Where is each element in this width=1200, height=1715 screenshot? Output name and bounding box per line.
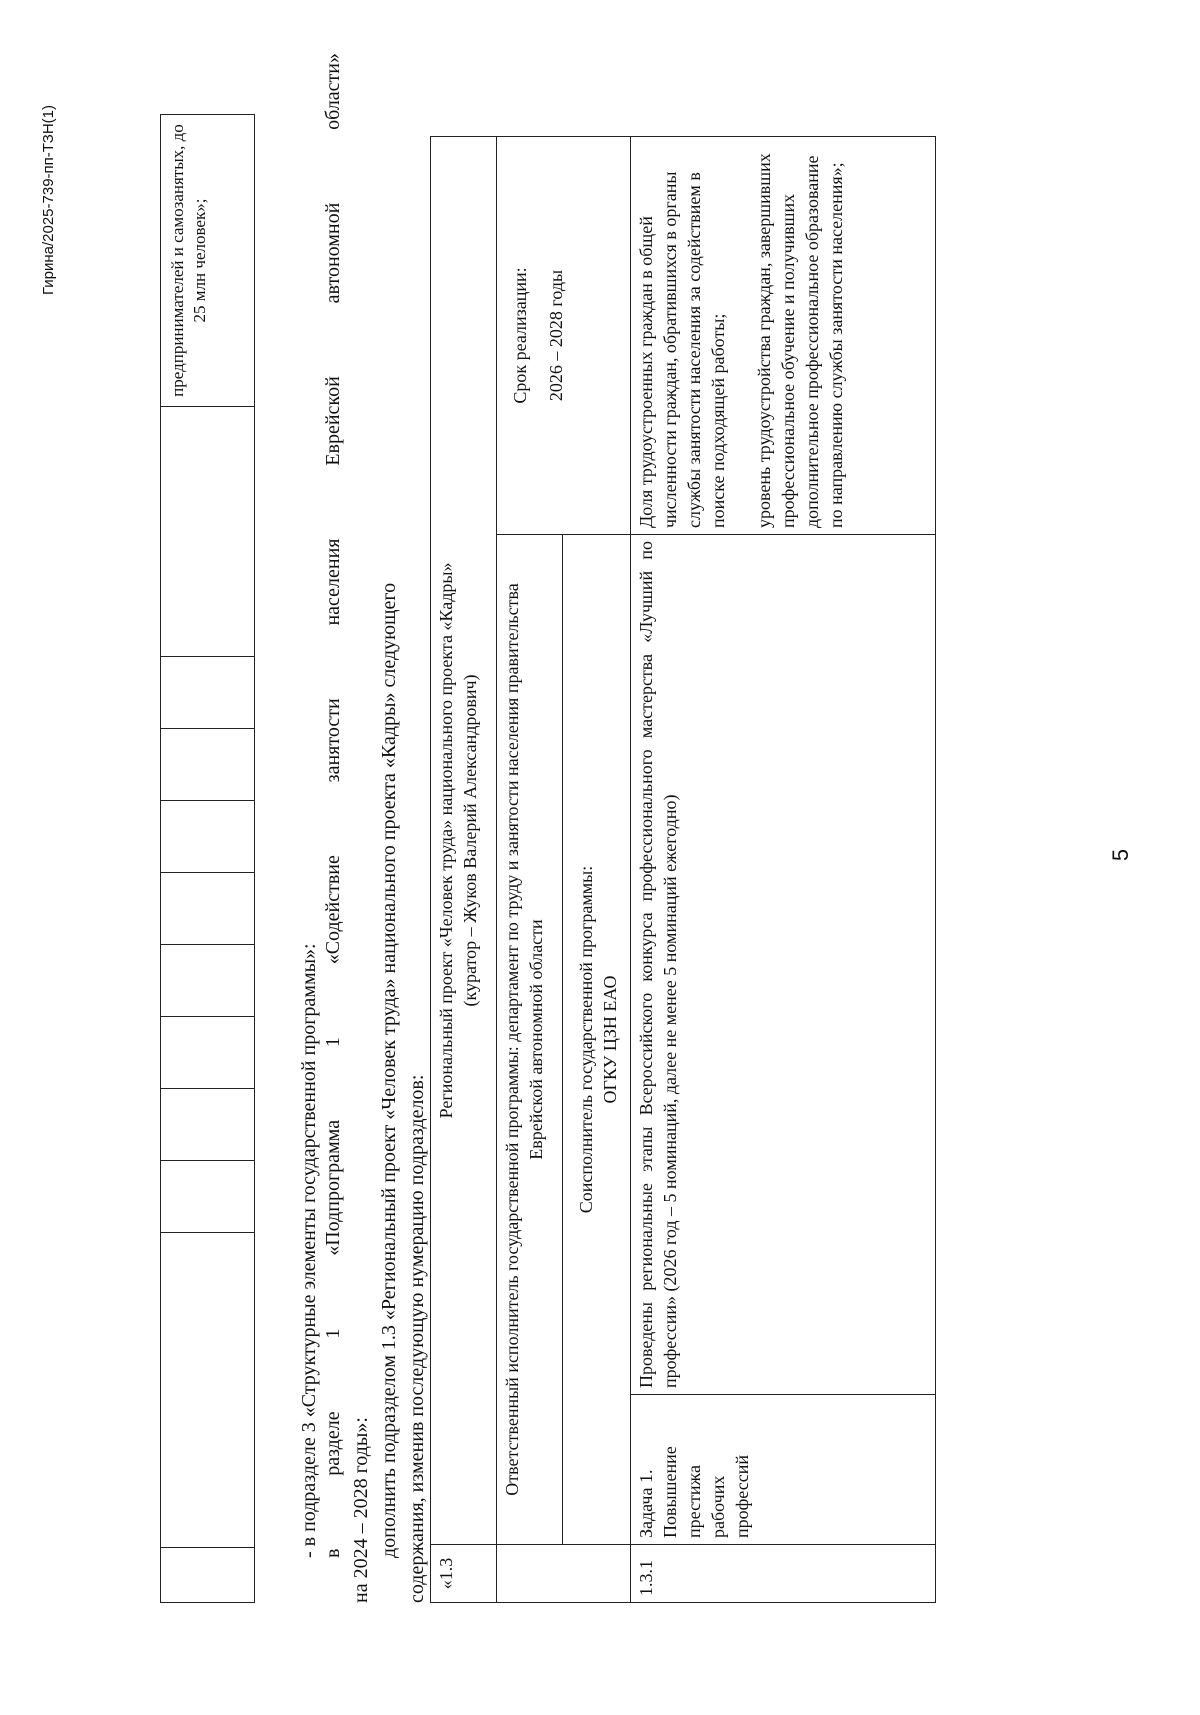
project-title-cell — [431, 136, 497, 1544]
empty-cell — [497, 1545, 631, 1603]
indicator-1: Доля трудоустроенных граждан в общей численности граждан, обратившихся в органы службы занятости населения за содействием в поиске подходящей работы; — [636, 171, 728, 528]
row-number: 1.3.1 — [631, 1545, 936, 1603]
row-number: «1.3 — [431, 1545, 497, 1603]
continuation-text-cell: предпринимателей и самозанятых, до 25 млн человек»; — [161, 115, 255, 407]
empty-cell — [161, 407, 255, 657]
continuation-table — [160, 114, 255, 1603]
table-row — [497, 136, 563, 1602]
paragraph-years: на 2024 – 2028 годы»: — [350, 1417, 372, 1603]
paragraph-add-subsection: дополнить подразделом 1.3 «Региональный проект «Человек труда» национального проекта «Кадры» следующего — [378, 582, 400, 1558]
result-cell: Проведены региональные этапы Всероссийского конкурса профессионального мастерства «Лучший по профессии» (2026 год – 5 номинаций, далее не менее 5 номинаций ежегодно) — [631, 535, 936, 1395]
co-executor-value: ОГКУ ЦЗН ЕАО — [600, 975, 620, 1104]
empty-cell — [161, 873, 255, 945]
project-curator: (куратор – Жуков Валерий Александрович) — [460, 674, 480, 1007]
indicator-2: уровень трудоустройства граждан, завершивших профессиональное обучение и получивших дополнительное профессиональное образование по направлению службы занятости населения»; — [754, 153, 846, 528]
empty-cell — [161, 657, 255, 729]
table-row — [631, 136, 936, 1602]
co-executor-label: Соисполнитель государственной программы: — [576, 865, 596, 1214]
responsible-executor: Ответственный исполнитель государственной программы: департамент по труду и занятости населения правительства Еврейской автономной области — [497, 535, 563, 1545]
empty-cell — [161, 945, 255, 1017]
structural-elements-table — [430, 136, 936, 1603]
table-row — [431, 136, 497, 1602]
empty-cell — [161, 801, 255, 873]
empty-cell — [161, 1548, 255, 1603]
paragraph-subsection-3: - в подразделе 3 «Структурные элементы государственной программы»: — [298, 943, 320, 1558]
term-label: Срок реализации: — [510, 267, 530, 404]
empty-cell — [161, 1017, 255, 1089]
task-cell: Задача 1. Повышение престижа рабочих профессий — [631, 1395, 936, 1545]
empty-cell — [161, 1089, 255, 1161]
paragraph-renumber: содержания, изменив последующую нумерацию подразделов: — [406, 1074, 428, 1603]
empty-cell — [161, 1233, 255, 1548]
co-executor-cell — [563, 535, 631, 1545]
empty-cell — [161, 729, 255, 801]
implementation-term-cell — [497, 136, 631, 534]
page-number: 5 — [1108, 848, 1133, 862]
paragraph-section-1: в разделе 1 «Подпрограмма 1 «Содействие занятости населения Еврейской автономной области» — [322, 53, 344, 1558]
empty-cell — [161, 1161, 255, 1233]
term-value: 2026 – 2028 годы — [546, 269, 566, 402]
project-title: Региональный проект «Человек труда» национального проекта «Кадры» — [436, 562, 456, 1119]
indicators-cell — [631, 136, 936, 534]
document-code: Гирина/2025-739-пп-ТЗН(1) — [40, 105, 57, 296]
